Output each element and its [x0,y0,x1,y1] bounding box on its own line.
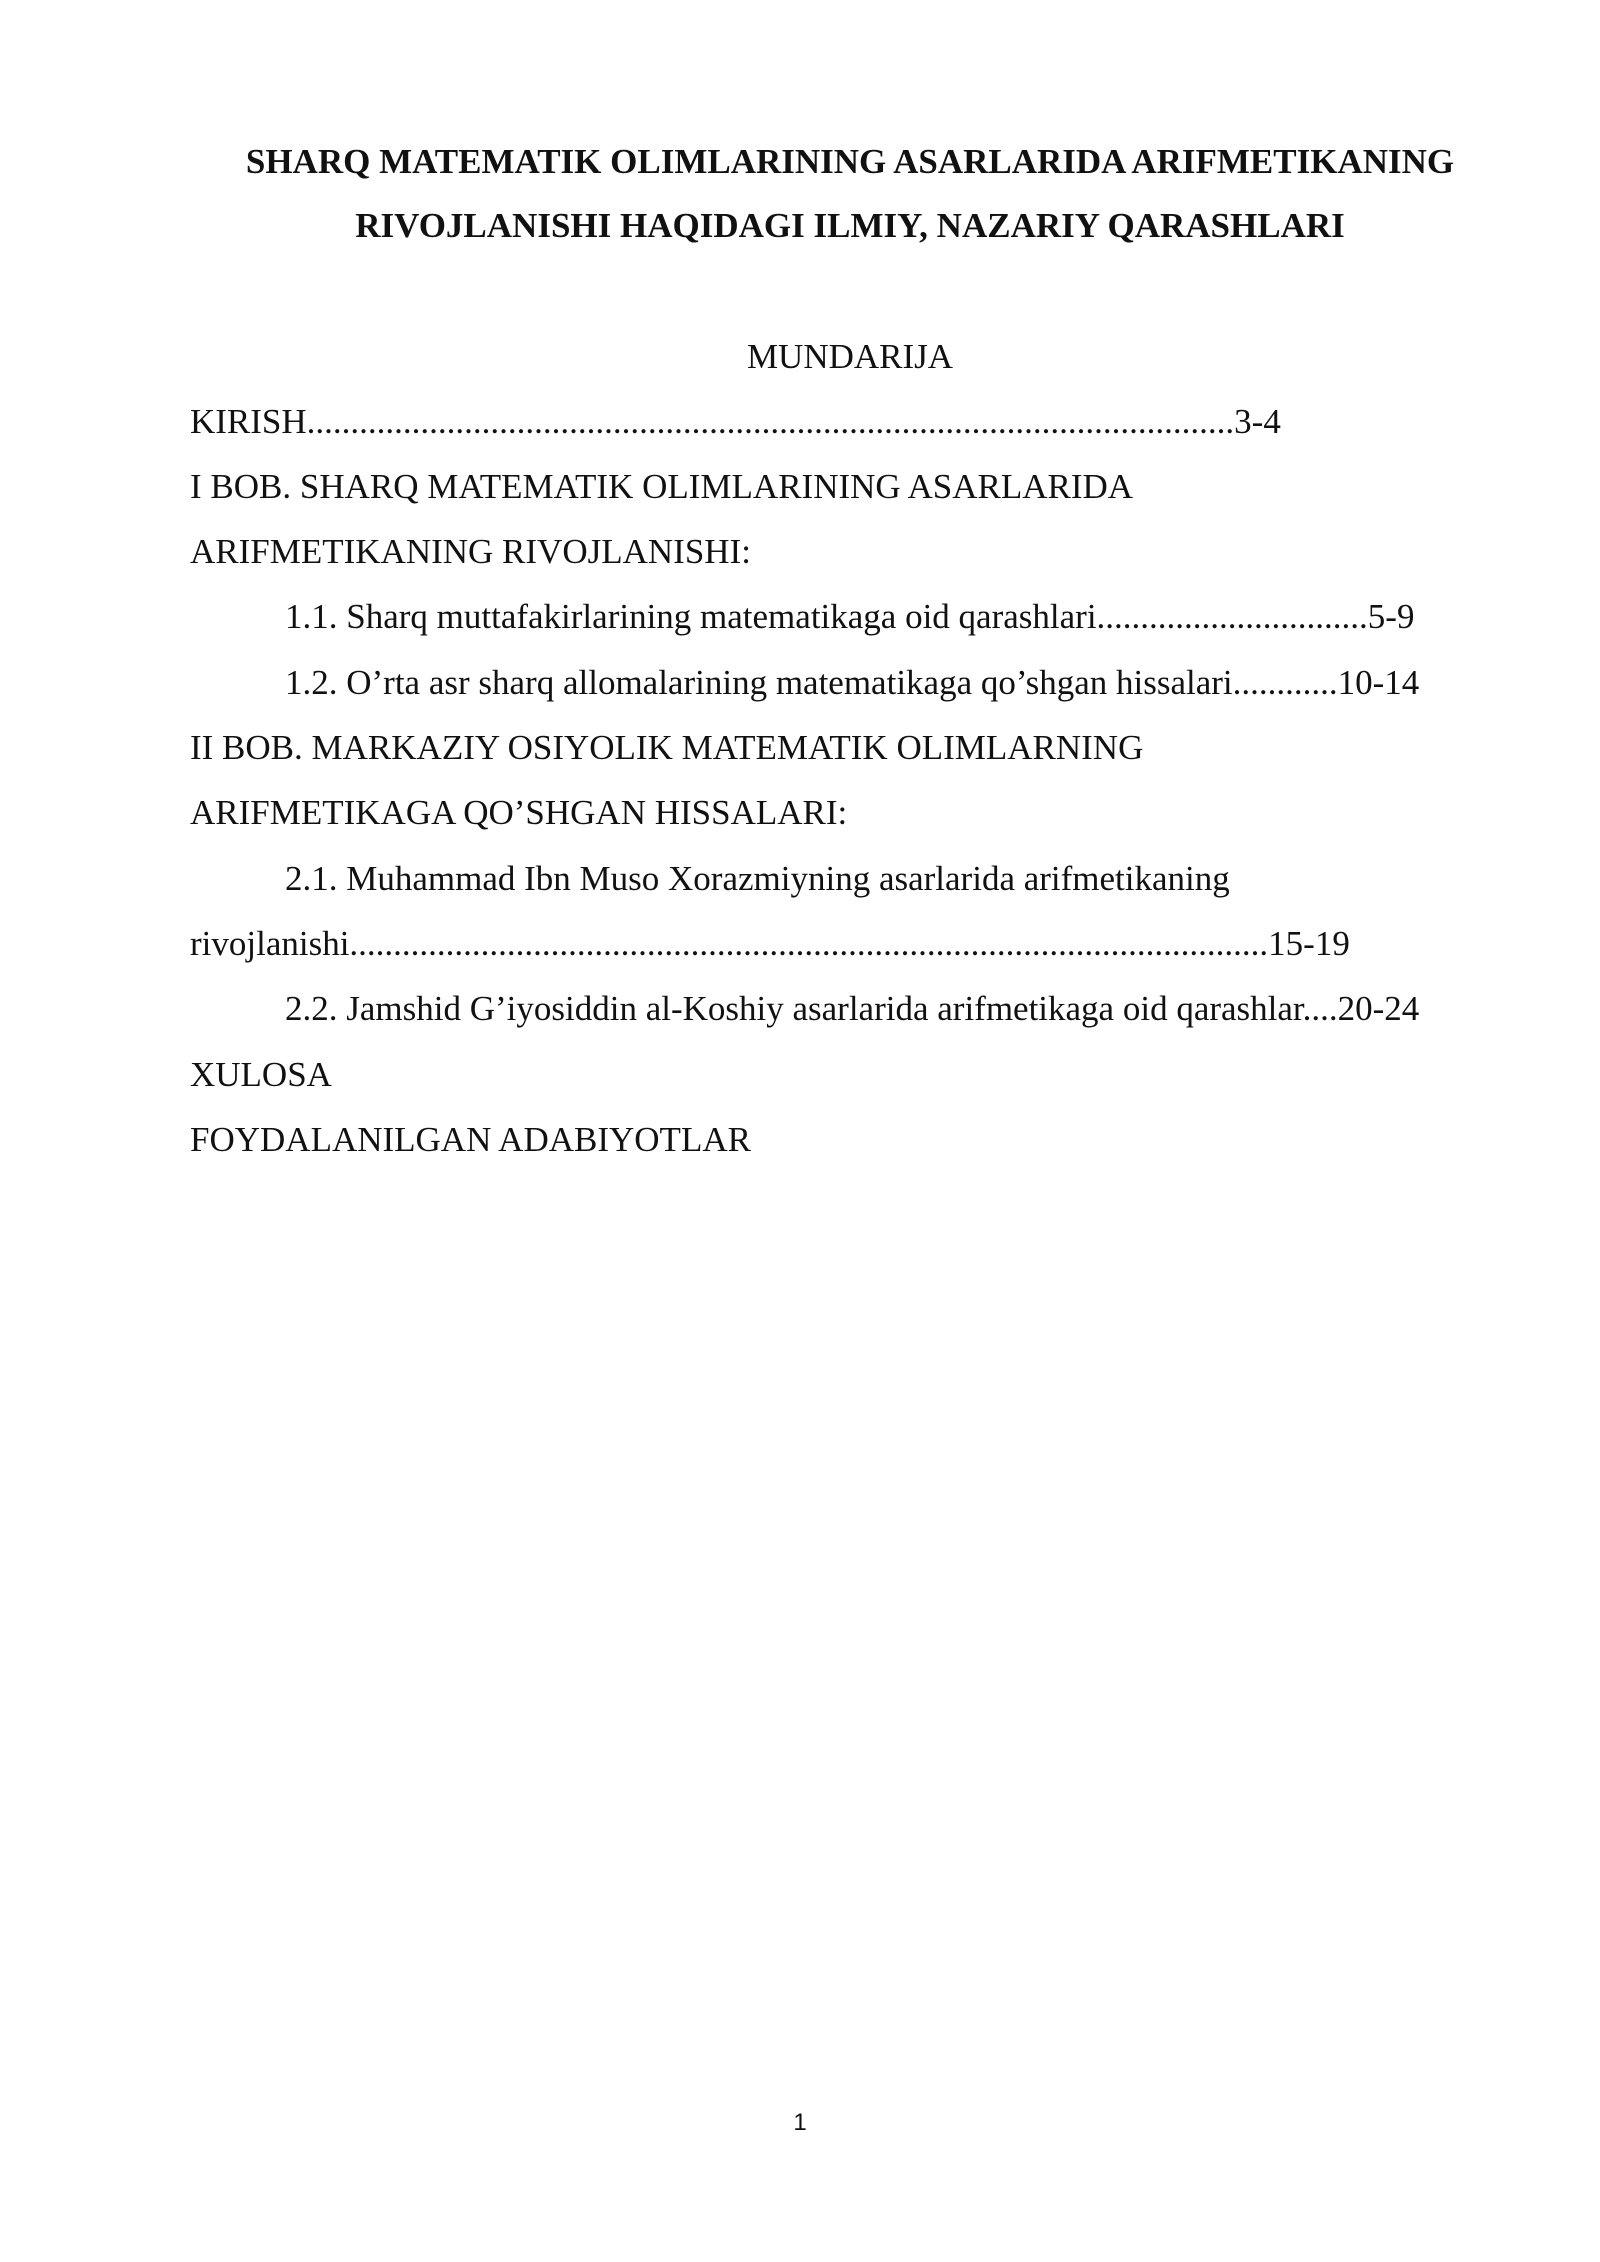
toc-chapter-1-line-2: ARIFMETIKANING RIVOJLANISHI: [190,532,751,571]
toc-chapter-2-line-1: II BOB. MARKAZIY OSIYOLIK MATEMATIK OLIMLARNING [190,728,1144,767]
toc-section-1-2: 1.2. O’rta asr sharq allomalarining matematikaga qo’shgan hissalari............10-14 [285,663,1420,702]
toc-entry-conclusion: XULOSA [190,1055,332,1094]
toc-chapter-1-line-1: I BOB. SHARQ MATEMATIK OLIMLARINING ASARLARIDA [190,467,1134,506]
document-title-line-1: SHARQ MATEMATIK OLIMLARINING ASARLARIDA ARIFMETIKANING [245,142,1455,181]
toc-section-2-2: 2.2. Jamshid G’iyosiddin al-Koshiy asarlarida arifmetikaga oid qarashlar....20-24 [285,989,1420,1028]
toc-entry-intro: KIRISH..........................................................................................................3-4 [190,402,1281,441]
toc-entry-references: FOYDALANILGAN ADABIYOTLAR [190,1120,751,1159]
toc-section-1-1: 1.1. Sharq muttafakirlarining matematikaga oid qarashlari...............................5-9 [285,597,1415,636]
page-number: 1 [793,2109,807,2136]
toc-heading: MUNDARIJA [746,337,954,376]
toc-section-2-1-line-2: rivojlanishi.........................................................................................................15-19 [190,924,1350,963]
document-title-line-2: RIVOJLANISHI HAQIDAGI ILMIY, NAZARIY QARASHLARI [355,206,1345,245]
toc-chapter-2-line-2: ARIFMETIKAGA QO’SHGAN HISSALARI: [190,793,848,832]
toc-section-2-1-line-1: 2.1. Muhammad Ibn Muso Xorazmiyning asarlarida arifmetikaning [285,859,1230,898]
